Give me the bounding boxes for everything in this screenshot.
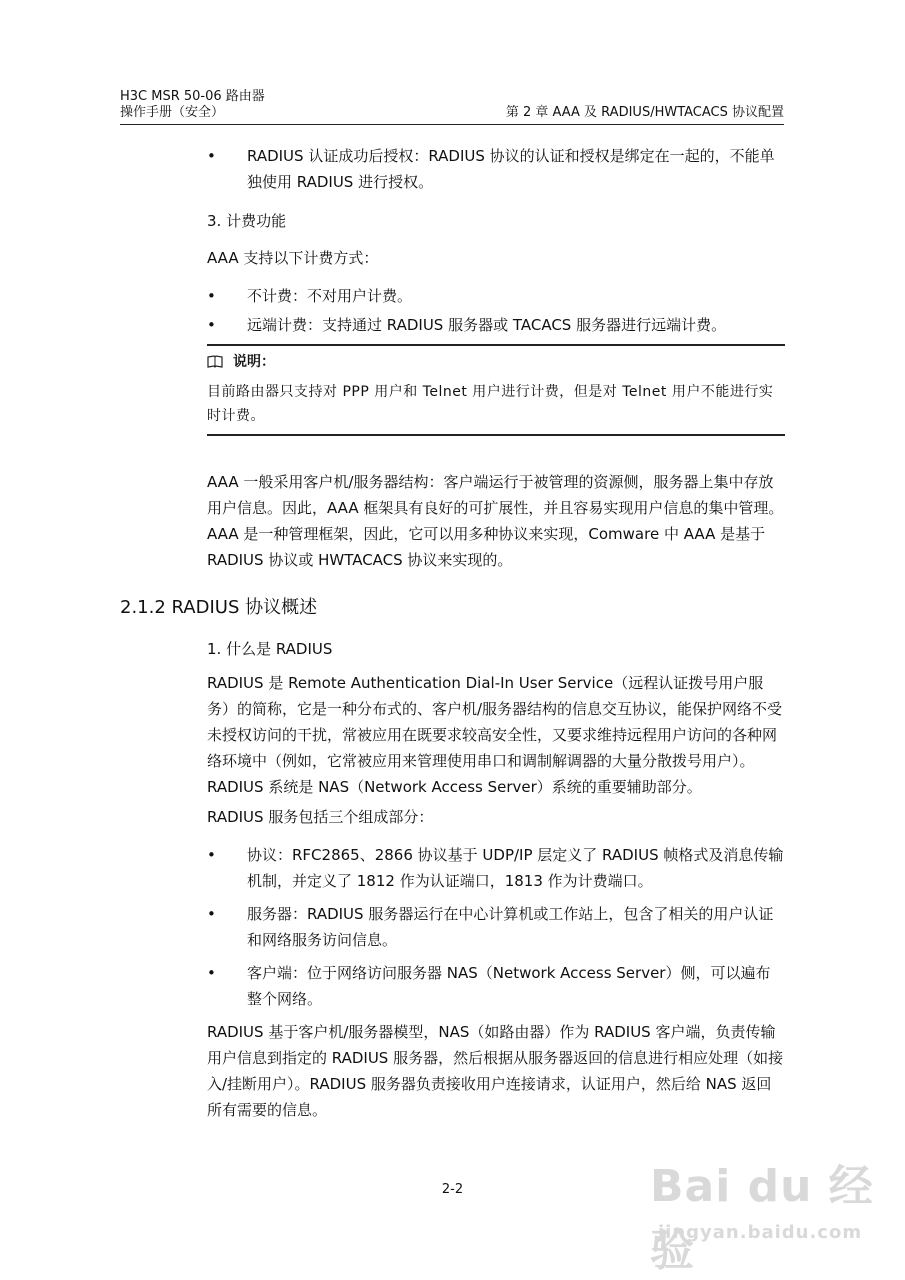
header-chapter: 第 2 章 AAA 及 RADIUS/HWTACACS 协议配置 <box>505 105 784 120</box>
watermark-url: jingyan.baidu.com <box>658 1222 863 1243</box>
accounting-item-text: 不计费：不对用户计费。 <box>247 287 413 305</box>
auth-bullet-text: RADIUS 认证成功后授权：RADIUS 协议的认证和授权是绑定在一起的，不能单独使用 RADIUS 进行授权。 <box>247 147 775 191</box>
bullet-dot: • <box>207 316 216 334</box>
book-icon <box>207 355 223 369</box>
component-item <box>207 842 785 894</box>
radius-model-paragraph: RADIUS 基于客户机/服务器模型，NAS（如路由器）作为 RADIUS 客户端，负责传输用户信息到指定的 RADIUS 服务器，然后根据从服务器返回的信息进行相应处理（如接入/挂断用户）。RADIUS 服务器负责接收用户连接请求，认证用户，然后给 NAS 返回所有需要的信息。 <box>207 1023 784 1119</box>
note-label: 说明： <box>233 354 275 370</box>
accounting-item-text: 远端计费：支持通过 RADIUS 服务器或 TACACS 服务器进行远端计费。 <box>247 316 727 334</box>
bullet-dot: • <box>207 964 216 982</box>
accounting-item <box>207 283 785 309</box>
bullet-dot: • <box>207 287 216 305</box>
note-top-rule <box>207 344 785 346</box>
accounting-heading: 3. 计费功能 <box>207 212 287 230</box>
auth-bullet <box>207 143 785 195</box>
baidu-watermark <box>640 1140 890 1276</box>
header-rule <box>120 124 784 125</box>
bullet-dot: • <box>207 147 216 165</box>
component-item-text: 客户端：位于网络访问服务器 NAS（Network Access Server）侧，可以遍布整个网络。 <box>247 964 771 1008</box>
component-item-text: 服务器：RADIUS 服务器运行在中心计算机或工作站上，包含了相关的用户认证和网络服务访问信息。 <box>247 905 774 949</box>
bullet-dot: • <box>207 905 216 923</box>
page-number: 2-2 <box>441 1182 464 1197</box>
header-product: H3C MSR 50-06 路由器 <box>120 89 265 104</box>
header-manual: 操作手册（安全） <box>120 105 225 120</box>
accounting-intro: AAA 支持以下计费方式： <box>207 249 379 267</box>
accounting-item <box>207 312 785 338</box>
note-bottom-rule <box>207 434 785 436</box>
radius-components-intro: RADIUS 服务包括三个组成部分： <box>207 808 434 826</box>
sub-heading: 1. 什么是 RADIUS <box>207 640 333 658</box>
component-item <box>207 960 785 1012</box>
component-item <box>207 901 785 953</box>
bullet-dot: • <box>207 846 216 864</box>
watermark-logo: Bai du 经验 <box>650 1161 874 1276</box>
radius-intro-paragraph: RADIUS 是 Remote Authentication Dial-In User Service（远程认证拨号用户服务）的简称，它是一种分布式的、客户机/服务器结构的信息交互协议，能保护网络不受未授权访问的干扰，常被应用在既要求较高安全性，又要求维持远程用户访问的各种网络环境中（例如，它常被应用来管理使用串口和调制解调器的大量分散拨号用户）。RADIUS 系统是 NAS（Network Access Server）系统的重要辅助部分。 <box>207 674 783 796</box>
aaa-paragraph: AAA 一般采用客户机/服务器结构：客户端运行于被管理的资源侧，服务器上集中存放用户信息。因此，AAA 框架具有良好的可扩展性，并且容易实现用户信息的集中管理。AAA 是一种管理框架，因此，它可以用多种协议来实现，Comware 中 AAA 是基于 RADIUS 协议或 HWTACACS 协议来实现的。 <box>207 473 784 569</box>
note-text: 目前路由器只支持对 PPP 用户和 Telnet 用户进行计费，但是对 Telnet 用户不能进行实时计费。 <box>207 384 774 424</box>
component-item-text: 协议：RFC2865、2866 协议基于 UDP/IP 层定义了 RADIUS 帧格式及消息传输机制，并定义了 1812 作为认证端口，1813 作为计费端口。 <box>247 846 784 890</box>
section-title: 2.1.2 RADIUS 协议概述 <box>120 597 318 618</box>
